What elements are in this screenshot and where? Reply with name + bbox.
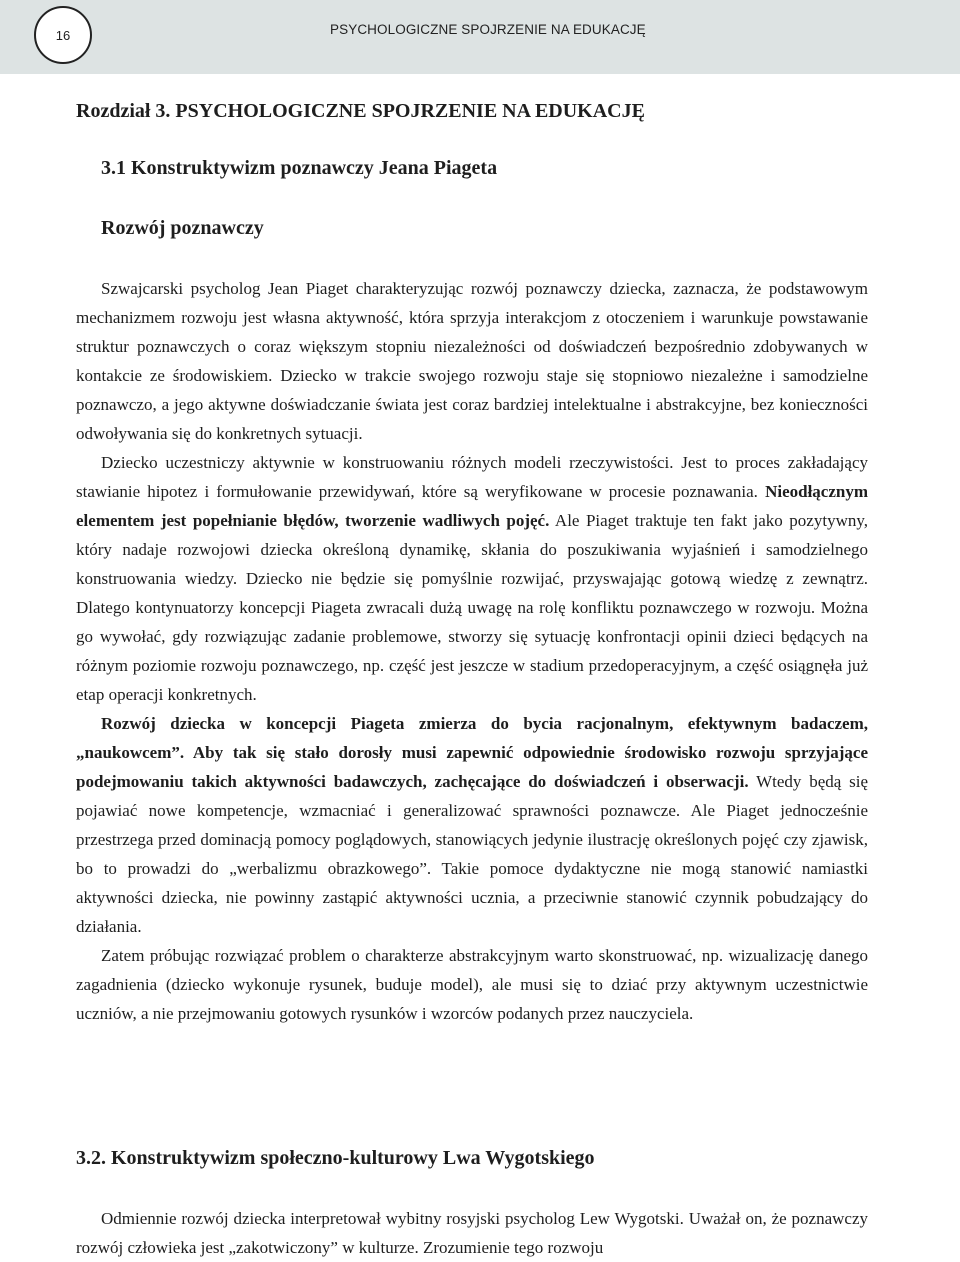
section-1-body — [76, 274, 868, 1028]
paragraph-1-text: Szwajcarski psycholog Jean Piaget charakteryzując rozwój poznawczy dziecka, zaznacza, że podstawowym mechanizmem rozwoju jest własna aktywność, która sprzyja interakcjom z otoczeniem i warunkuje powstawanie struktur poznawczych o coraz większym stopniu niezależności od doświadczeń bezpośrednio zdobywanych w kontakcie ze środowiskiem. Dziecko w trakcie swojego rozwoju staje się stopniowo niezależne i samodzielne poznawczo, a jego aktywne doświadczanie świata jest coraz bardziej intelektualne i abstrakcyjne, bez konieczności odwoływania się do konkretnych sytuacji. — [76, 279, 868, 443]
paragraph-2-lead: Dziecko uczestniczy aktywnie w konstruowaniu różnych modeli rzeczywistości. Jest to proces zakładający stawianie hipotez i formułowanie przewidywań, które są weryfikowane w procesie poznawania. — [76, 453, 868, 501]
subsection-title: Rozwój poznawczy — [101, 217, 264, 239]
page-number: 16 — [55, 27, 71, 43]
paragraph-4-text: Zatem próbując rozwiązać problem o charakterze abstrakcyjnym warto skonstruować, np. wizualizację danego zagadnienia (dziecko wykonuje rysunek, buduje model), ale musi się to dziać przy aktywnym uczestnictwie uczniów, a nie przejmowaniu gotowych rysunków i wzorców podanych przez nauczyciela. — [76, 946, 868, 1023]
paragraph-3 — [76, 709, 868, 941]
section-2-body — [76, 1204, 868, 1262]
paragraph-5-text: Odmiennie rozwój dziecka interpretował wybitny rosyjski psycholog Lew Wygotski. Uważał on, że poznawczy rozwój człowieka jest „zakotwiczony” w kulturze. Zrozumienie tego rozwoju — [76, 1209, 868, 1257]
chapter-title: Rozdział 3. PSYCHOLOGICZNE SPOJRZENIE NA EDUKACJĘ — [76, 100, 645, 122]
paragraph-1 — [76, 274, 868, 448]
paragraph-4 — [76, 941, 868, 1028]
paragraph-2 — [76, 448, 868, 709]
paragraph-3-emphasis: Rozwój dziecka w koncepcji Piageta zmierza do bycia racjonalnym, efektywnym badaczem, „naukowcem”. Aby tak się stało dorosły musi zapewnić odpowiednie środowisko rozwoju sprzyjające podejmowaniu takich aktywności badawczych, zachęcające do doświadczeń i obserwacji. — [76, 714, 868, 791]
page-number-badge — [34, 6, 92, 64]
paragraph-2-emphasis: Nieodłącznym elementem jest popełnianie błędów, tworzenie wadliwych pojęć. — [76, 482, 868, 530]
running-header — [0, 0, 960, 74]
paragraph-2-rest: Ale Piaget traktuje ten fakt jako pozytywny, który nadaje rozwojowi dziecka określoną dynamikę, skłania do poszukiwania wyjaśnień i samodzielnego konstruowania wiedzy. Dziecko nie będzie się pomyślnie rozwijać, przyswajając gotową wiedzę z zewnątrz. Dlatego kontynuatorzy koncepcji Piageta zwracali dużą uwagę na rolę konfliktu poznawczego w rozwoju. Można go wywołać, gdy rozwiązując zadanie problemowe, stworzy się sytuację konfrontacji opinii dzieci będących na różnym poziomie rozwoju poznawczego, np. część jest jeszcze w stadium przedoperacyjnym, a część osiągnęła już etap operacji konkretnych. — [76, 511, 868, 704]
section-title-3-2: 3.2. Konstruktywizm społeczno-kulturowy Lwa Wygotskiego — [76, 1147, 595, 1169]
section-title-3-1: 3.1 Konstruktywizm poznawczy Jeana Piageta — [101, 157, 498, 179]
paragraph-3-rest: Wtedy będą się pojawiać nowe kompetencje, wzmacniać i generalizować sprawności poznawcze. Ale Piaget jednocześnie przestrzega przed dominacją pomocy poglądowych, stanowiących jedynie ilustrację określonych pojęć czy zjawisk, bo to prowadzi do „werbalizmu obrazkowego”. Takie pomoce dydaktyczne nie mogą stanowić namiastki aktywności dziecka, nie powinny zastąpić aktywności ucznia, a przeciwnie stanowić czynnik pobudzający do działania. — [76, 772, 868, 936]
paragraph-5 — [76, 1204, 868, 1262]
running-title: PSYCHOLOGICZNE SPOJRZENIE NA EDUKACJĘ — [330, 22, 646, 37]
